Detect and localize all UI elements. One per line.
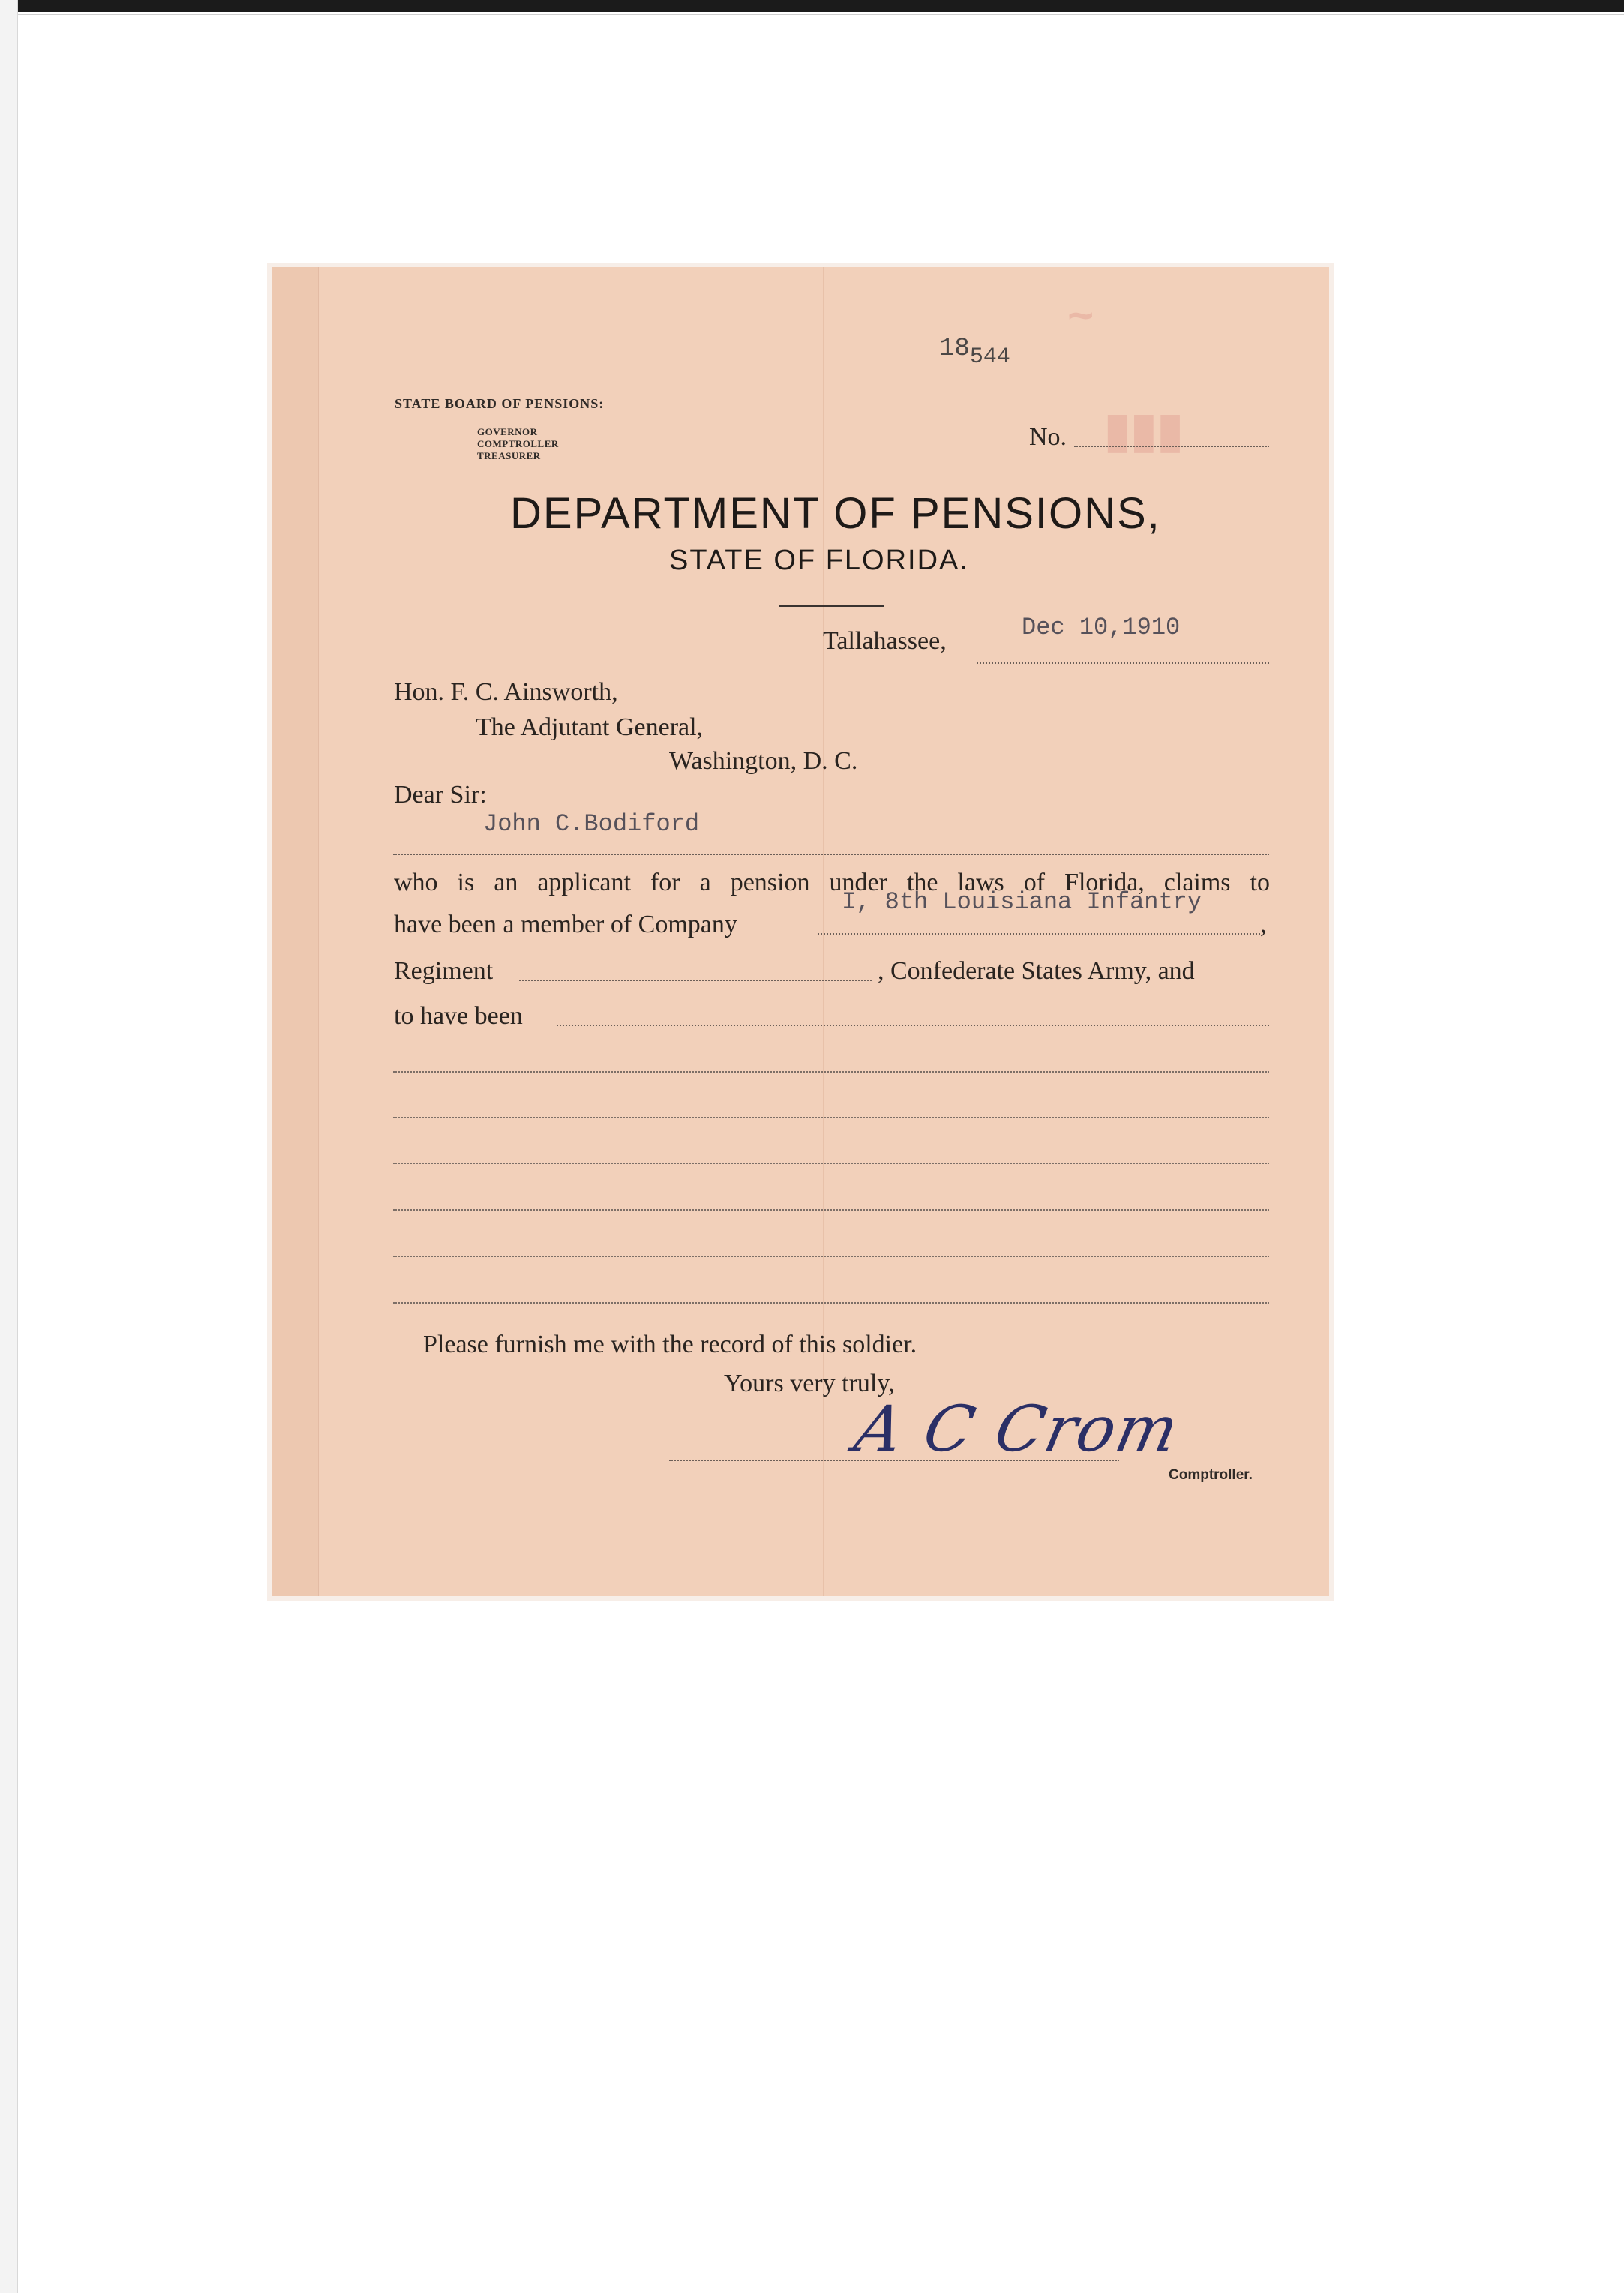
date-field-line (977, 662, 1269, 664)
recipient-title: The Adjutant General, (476, 713, 704, 741)
service-field-line (557, 1025, 1269, 1026)
scan-edge-line (0, 14, 1624, 15)
body-text-line: have been a member of Company (394, 911, 737, 938)
signature-line (669, 1460, 1119, 1461)
recipient-name: Hon. F. C. Ainsworth, (394, 678, 618, 706)
blank-field-line (393, 1117, 1269, 1118)
company-field-line (818, 933, 1260, 935)
serial-number (939, 335, 1010, 370)
pension-letter-page (272, 267, 1329, 1596)
applicant-name: John C.Bodiford (483, 810, 700, 838)
number-field-line (1074, 446, 1269, 447)
signer-title: Comptroller. (1169, 1467, 1253, 1483)
company-value: I, 8th Louisiana Infantry (842, 888, 1202, 916)
valediction: Yours very truly, (724, 1370, 895, 1397)
blank-field-line (393, 1302, 1269, 1304)
blank-field-line (393, 1071, 1269, 1073)
to-have-been-label: to have been (394, 1002, 523, 1030)
scan-edge-top (0, 0, 1624, 12)
serial-sub: 544 (969, 344, 1010, 370)
recipient-location: Washington, D. C. (669, 747, 858, 775)
regiment-field-line (519, 980, 872, 981)
confederate-text: , Confederate States Army, and (878, 957, 1195, 985)
scan-edge-left (0, 0, 18, 2293)
board-members (477, 426, 559, 462)
blank-field-line (393, 1163, 1269, 1164)
body-text-line: who is an applicant for a pension under the laws of Florida, claims to (394, 869, 1270, 896)
blank-field-line (393, 1256, 1269, 1257)
paper-margin (272, 267, 319, 1596)
bleed-through-stamp: ~ (1065, 290, 1094, 341)
board-member: GOVERNOR (477, 426, 538, 437)
company-comma: , (1260, 911, 1267, 938)
dateline-city: Tallahassee, (823, 627, 947, 655)
applicant-field-line (393, 854, 1269, 855)
bleed-through-stamp: ▮▮▮ (1104, 403, 1184, 457)
handwritten-signature: A C Crom (848, 1392, 1187, 1466)
regiment-label: Regiment (394, 957, 494, 985)
title-rule (779, 605, 884, 607)
state-title: STATE OF FLORIDA. (669, 545, 969, 576)
department-title: DEPARTMENT OF PENSIONS, (510, 489, 1161, 538)
board-title: STATE BOARD OF PENSIONS: (395, 396, 605, 411)
number-label: No. (1029, 423, 1067, 451)
blank-field-line (393, 1209, 1269, 1211)
board-member: COMPTROLLER (477, 438, 559, 449)
board-member: TREASURER (477, 450, 541, 461)
request-text: Please furnish me with the record of this soldier. (423, 1331, 917, 1358)
serial-main: 18 (939, 335, 970, 363)
salutation: Dear Sir: (394, 781, 487, 809)
date-value: Dec 10,1910 (1022, 614, 1181, 641)
